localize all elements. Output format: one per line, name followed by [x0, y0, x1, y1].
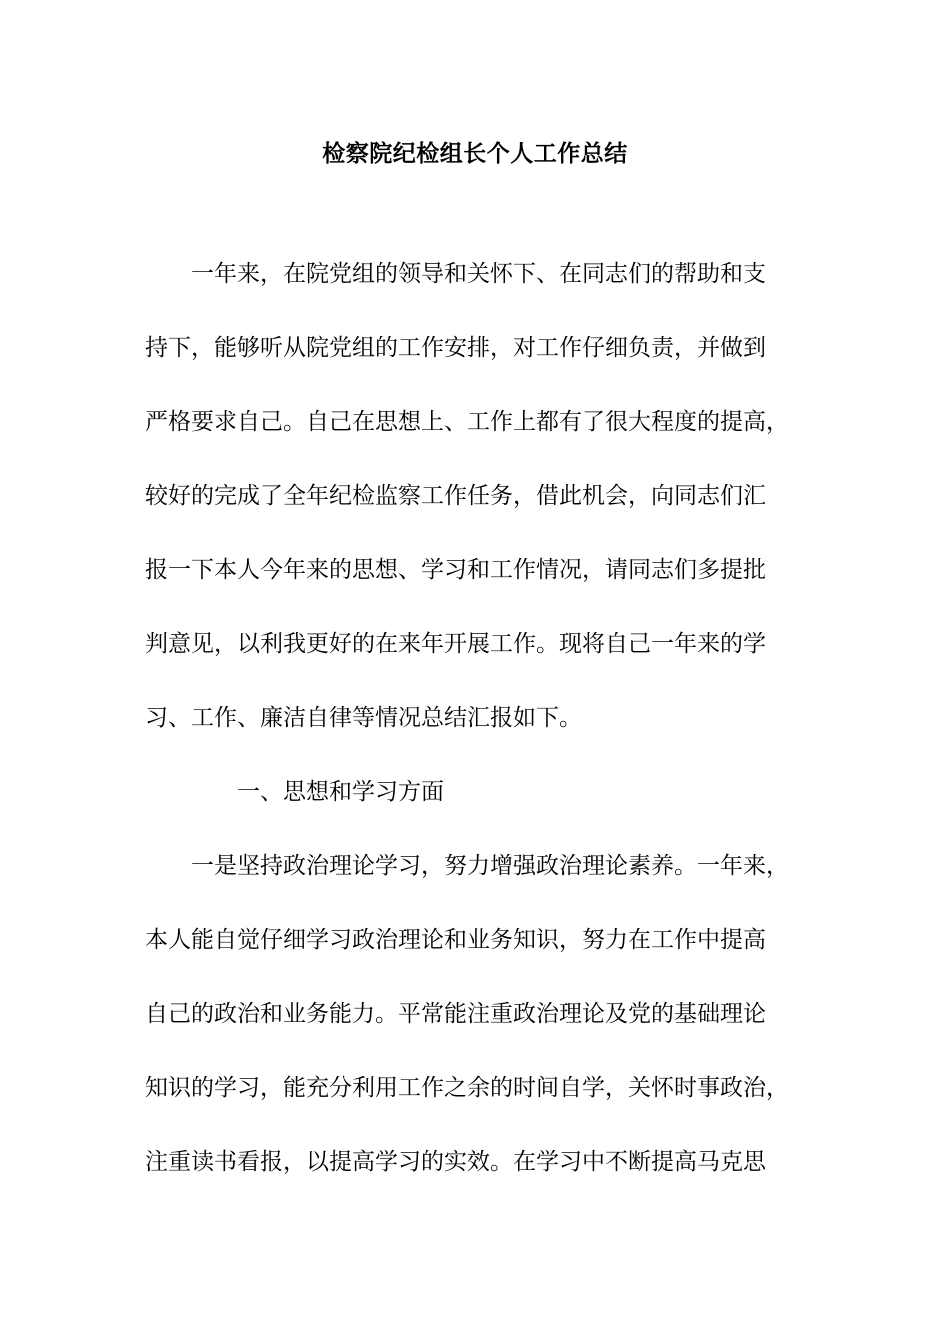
paragraph-line-4: 较好的完成了全年纪检监察工作任务，借此机会，向同志们汇	[145, 483, 766, 509]
paragraph-line-13: 注重读书看报，以提高学习的实效。在学习中不断提高马克思	[145, 1149, 766, 1175]
paragraph-line-7: 习、工作、廉洁自律等情况总结汇报如下。	[145, 705, 582, 731]
paragraph-line-12: 知识的学习，能充分利用工作之余的时间自学，关怀时事政治，	[145, 1075, 789, 1101]
section-heading: 一、思想和学习方面	[145, 779, 444, 805]
paragraph-line-3: 严格要求自己。自己在思想上、工作上都有了很大程度的提高，	[145, 409, 789, 435]
paragraph-line-2: 持下，能够听从院党组的工作安排，对工作仔细负责，并做到	[145, 335, 766, 361]
paragraph-line-10: 本人能自觉仔细学习政治理论和业务知识，努力在工作中提高	[145, 927, 766, 953]
paragraph-line-9: 一是坚持政治理论学习，努力增强政治理论素养。一年来，	[145, 853, 789, 879]
paragraph-line-5: 报一下本人今年来的思想、学习和工作情况，请同志们多提批	[145, 557, 766, 583]
document-title: 检察院纪检组长个人工作总结	[322, 140, 628, 167]
paragraph-line-1: 一年来，在院党组的领导和关怀下、在同志们的帮助和支	[145, 261, 766, 287]
paragraph-line-6: 判意见，以利我更好的在来年开展工作。现将自己一年来的学	[145, 631, 766, 657]
paragraph-line-11: 自己的政治和业务能力。平常能注重政治理论及党的基础理论	[145, 1001, 766, 1027]
